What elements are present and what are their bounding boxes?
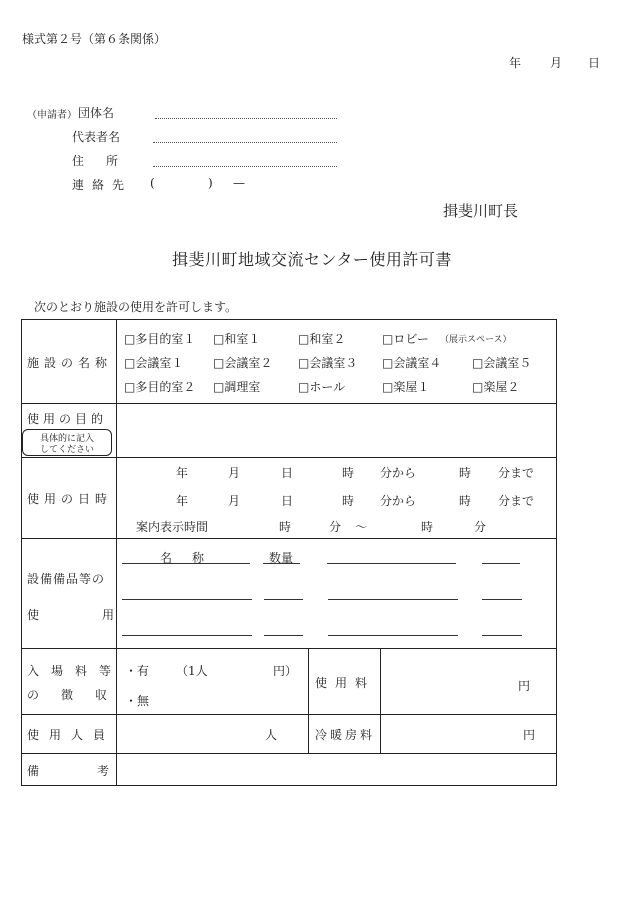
- guide-tilde: ～: [355, 520, 368, 534]
- equipment-line[interactable]: [482, 635, 522, 636]
- equipment-col-name: 名 称: [160, 551, 209, 565]
- facility-option[interactable]: □多目的室１: [124, 332, 196, 346]
- dt-until: 分まで: [498, 466, 535, 480]
- equipment-line[interactable]: [122, 635, 252, 636]
- facility-option[interactable]: □楽屋２: [472, 380, 520, 394]
- dt-day: 日: [281, 466, 294, 480]
- contact-open-paren: (: [150, 176, 155, 190]
- date-month-label: 月: [550, 56, 563, 70]
- facility-option[interactable]: □ホール: [298, 380, 346, 394]
- dt-year: 年: [176, 466, 189, 480]
- contact-close-paren: ): [208, 176, 213, 190]
- dt-until: 分まで: [498, 494, 535, 508]
- guide-time-label: 案内表示時間: [136, 520, 209, 534]
- facility-option[interactable]: □会議室１: [124, 356, 184, 370]
- facility-option[interactable]: □楽屋１: [382, 380, 430, 394]
- dt-hour: 時: [459, 494, 472, 508]
- intro-text: 次のとおり施設の使用を許可します。: [34, 300, 238, 314]
- heating-unit: 円: [523, 728, 536, 742]
- facility-label: 施設の名称: [27, 356, 113, 370]
- heating-label: 冷暖房料: [315, 728, 376, 742]
- facility-option[interactable]: □ロビー: [382, 332, 429, 346]
- dt-from: 分から: [380, 466, 417, 480]
- users-label: 使用人員: [27, 728, 116, 742]
- equipment-label: 設備備品等の: [27, 572, 106, 586]
- equipment-line[interactable]: [264, 599, 303, 600]
- equipment-label-use: 使: [27, 608, 40, 622]
- facility-option[interactable]: □会議室３: [298, 356, 358, 370]
- facility-option[interactable]: □和室１: [213, 332, 261, 346]
- admission-label-2: の徴収: [27, 688, 130, 702]
- purpose-label: 使用の目的: [27, 412, 108, 426]
- date-year-label: 年: [509, 56, 522, 70]
- representative-label: 代表者名: [72, 130, 121, 144]
- address-field[interactable]: [153, 166, 337, 167]
- dt-from: 分から: [380, 494, 417, 508]
- equipment-line[interactable]: [328, 635, 458, 636]
- purpose-note-line1: 具体的に記入: [40, 434, 95, 444]
- admission-yes-option[interactable]: ・有: [125, 664, 150, 678]
- contact-dash: —: [233, 176, 245, 190]
- dt-month: 月: [228, 494, 241, 508]
- users-unit: 人: [265, 728, 278, 742]
- purpose-field[interactable]: [118, 405, 554, 455]
- remarks-field[interactable]: [118, 755, 554, 783]
- guide-minute: 分: [474, 520, 487, 534]
- org-name-field[interactable]: [155, 118, 337, 119]
- facility-option[interactable]: □会議室５: [472, 356, 532, 370]
- equipment-line[interactable]: [328, 599, 458, 600]
- fee-label: 使用料: [315, 676, 376, 690]
- guide-hour: 時: [279, 520, 292, 534]
- date-day-label: 日: [588, 56, 601, 70]
- equipment-line[interactable]: [482, 563, 520, 564]
- contact-label: 連絡先: [72, 178, 133, 192]
- facility-option[interactable]: □調理室: [213, 380, 261, 394]
- applicant-prefix: （申請者）: [27, 110, 77, 121]
- address-label: 住所: [72, 154, 141, 168]
- fee-unit: 円: [518, 679, 531, 693]
- org-name-label: 団体名: [78, 106, 115, 120]
- dt-hour: 時: [342, 466, 355, 480]
- admission-yen: 円）: [273, 664, 298, 678]
- form-number: 様式第２号（第６条関係）: [22, 32, 167, 46]
- dt-month: 月: [228, 466, 241, 480]
- facility-option[interactable]: □会議室４: [382, 356, 442, 370]
- facility-option[interactable]: □多目的室２: [124, 380, 196, 394]
- equipment-line[interactable]: [264, 635, 303, 636]
- admission-per-person: （1人: [176, 664, 208, 678]
- equipment-label-use2: 用: [102, 608, 115, 622]
- equipment-line[interactable]: [263, 563, 300, 564]
- facility-option[interactable]: □和室２: [298, 332, 346, 346]
- equipment-line[interactable]: [122, 599, 252, 600]
- admission-no-option[interactable]: ・無: [125, 694, 150, 708]
- dt-hour: 時: [342, 494, 355, 508]
- datetime-label: 使用の日時: [27, 492, 113, 506]
- admission-label: 入場料等: [27, 664, 124, 678]
- page-title: 揖斐川町地域交流センター使用許可書: [172, 250, 452, 269]
- representative-field[interactable]: [153, 142, 337, 143]
- equipment-line[interactable]: [327, 563, 456, 564]
- dt-day: 日: [281, 494, 294, 508]
- facility-option[interactable]: □会議室２: [213, 356, 273, 370]
- guide-minute: 分: [329, 520, 342, 534]
- purpose-note-line2: してください: [40, 445, 95, 455]
- guide-hour: 時: [421, 520, 434, 534]
- equipment-line[interactable]: [482, 599, 522, 600]
- lobby-note: （展示スペース）: [440, 335, 512, 345]
- dt-year: 年: [176, 494, 189, 508]
- equipment-line[interactable]: [122, 563, 250, 564]
- equipment-col-qty: 数量: [269, 551, 294, 565]
- issuer: 揖斐川町長: [443, 202, 519, 220]
- remarks-label: 備 考: [27, 764, 109, 778]
- dt-hour: 時: [459, 466, 472, 480]
